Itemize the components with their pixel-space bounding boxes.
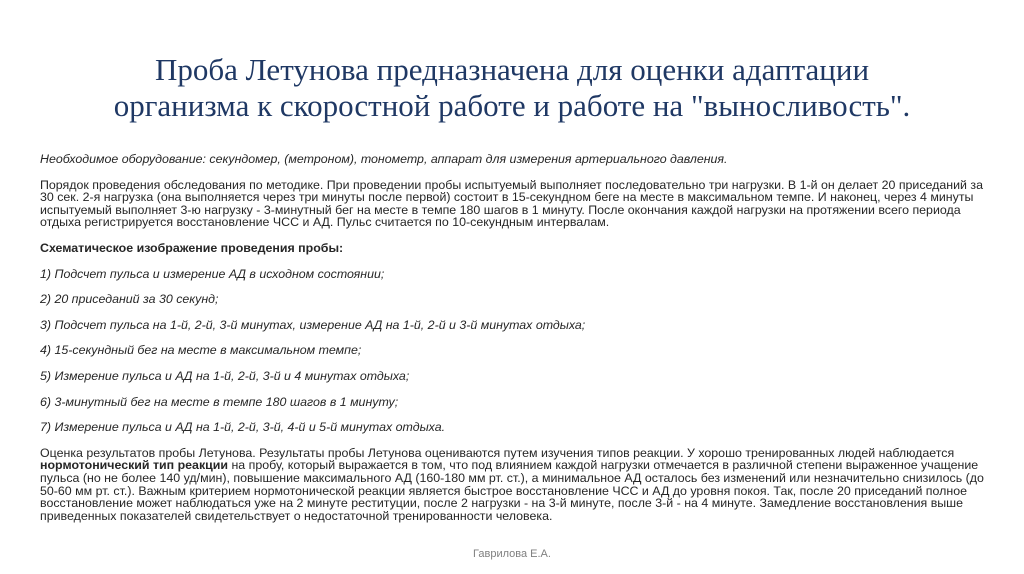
slide-body bbox=[40, 153, 990, 522]
step-item: 1) Подсчет пульса и измерение АД в исходном состоянии; bbox=[40, 266, 385, 281]
slide-title-line-1: Проба Летунова предназначена для оценки адаптации bbox=[154, 52, 870, 87]
schema-heading: Схематическое изображение проведения пробы: bbox=[40, 240, 344, 255]
step-item: 7) Измерение пульса и АД на 1-й, 2-й, 3-й, 4-й и 5-й минутах отдыха. bbox=[40, 420, 446, 435]
slide-footer-author: Гаврилова Е.А. bbox=[473, 548, 551, 560]
evaluation-text-end: на пробу, который выражается в том, что под влиянием каждой нагрузки отмечается в различной степени выраженное учащение пульса (но не более 140 уд/мин), повышение максимального АД (160-180 мм рт. ст.), а минимальное АД осталось без изменений или незначительно снизилось (до 50-60 мм рт. ст.). Важным критерием нормотонической реакции является быстрое восстановление ЧСС и АД до уровня покоя. Так, после 20 приседаний полное восстановление может наблюдаться уже на 2 минуте реституции, после 2 нагрузки - на 3-й минуте, после 3-й - на 4 минуте. Замедление восстановления выше приведенных показателей свидетельствует о недостаточной тренированности человека. bbox=[40, 458, 984, 523]
slide-title-line-2: организма к скоростной работе и работе на "выносливость". bbox=[113, 88, 911, 123]
evaluation-paragraph bbox=[40, 447, 990, 523]
procedure-paragraph: Порядок проведения обследования по методике. При проведении пробы испытуемый выполняет последовательно три нагрузки. В 1-й он делает 20 приседаний за 30 сек. 2-я нагрузка (она выполняется через три минуты после первой) состоит в 15-секундном беге на месте в максимальном темпе. И наконец, через 4 минуты испытуемый выполняет 3-ю нагрузку - 3-минутный бег на месте в темпе 180 шагов в 1 минуту. После окончания каждой нагрузки на протяжении всего периода отдыха регистрируется восстановление ЧСС и АД. Пульс считается по 10-секундным интервалам. bbox=[40, 177, 983, 230]
evaluation-highlight: нормотонический тип реакции bbox=[40, 458, 229, 473]
step-item: 3) Подсчет пульса на 1-й, 2-й, 3-й минутах, измерение АД на 1-й, 2-й и 3-й минутах отдыха; bbox=[40, 317, 586, 332]
evaluation-text-start: Оценка результатов пробы Летунова. Результаты пробы Летунова оцениваются путем изучения типов реакции. У хорошо тренированных людей наблюдается bbox=[40, 445, 955, 460]
step-item: 5) Измерение пульса и АД на 1-й, 2-й, 3-й и 4 минутах отдыха; bbox=[40, 368, 410, 383]
slide-title bbox=[40, 52, 984, 124]
step-item: 4) 15-секундный бег на месте в максимальном темпе; bbox=[40, 343, 362, 358]
equipment-paragraph: Необходимое оборудование: секундомер, (метроном), тонометр, аппарат для измерения артериального давления. bbox=[40, 152, 728, 166]
step-item: 6) 3-минутный бег на месте в темпе 180 шагов в 1 минуту; bbox=[40, 394, 399, 409]
step-item: 2) 20 приседаний за 30 секунд; bbox=[40, 292, 219, 307]
